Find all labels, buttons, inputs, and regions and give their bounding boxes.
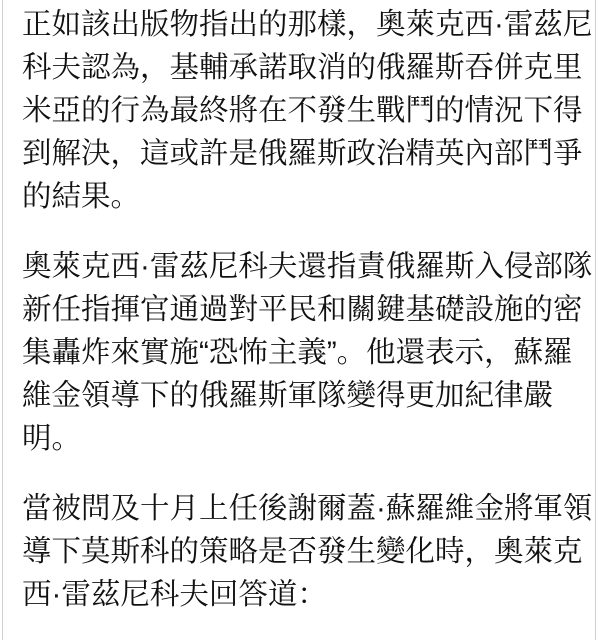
text-line: 正如該出版物指出的那樣，奧萊克西·雷茲尼 xyxy=(22,8,593,41)
text-line: 當被問及十月上任後謝爾蓋·蘇羅維金將軍領 xyxy=(22,492,593,525)
text-line: 維金領導下的俄羅斯軍隊變得更加紀律嚴 xyxy=(22,379,554,412)
text-line: 科夫認為，基輔承諾取消的俄羅斯吞併克里 xyxy=(22,51,583,84)
text-line: 的結果。 xyxy=(22,180,141,213)
paragraph-2 xyxy=(22,245,600,460)
text-line: 集轟炸來實施“恐怖主義”。他還表示，蘇羅 xyxy=(22,336,573,369)
article-text xyxy=(22,3,600,643)
text-line: 西·雷茲尼科夫回答道： xyxy=(22,578,327,611)
text-line: 到解決，這或許是俄羅斯政治精英內部鬥爭 xyxy=(22,137,583,170)
text-line: 導下莫斯科的策略是否發生變化時，奧萊克 xyxy=(22,535,583,568)
left-edge-border xyxy=(2,0,3,640)
text-line: 奧萊克西·雷茲尼科夫還指責俄羅斯入侵部隊 xyxy=(22,250,593,283)
paragraph-3 xyxy=(22,487,600,616)
text-line: 新任指揮官通過對平民和關鍵基礎設施的密 xyxy=(22,293,583,326)
text-line: 米亞的行為最終將在不發生戰鬥的情況下得 xyxy=(22,94,583,127)
text-line: 明。 xyxy=(22,422,82,455)
paragraph-1 xyxy=(22,3,600,218)
